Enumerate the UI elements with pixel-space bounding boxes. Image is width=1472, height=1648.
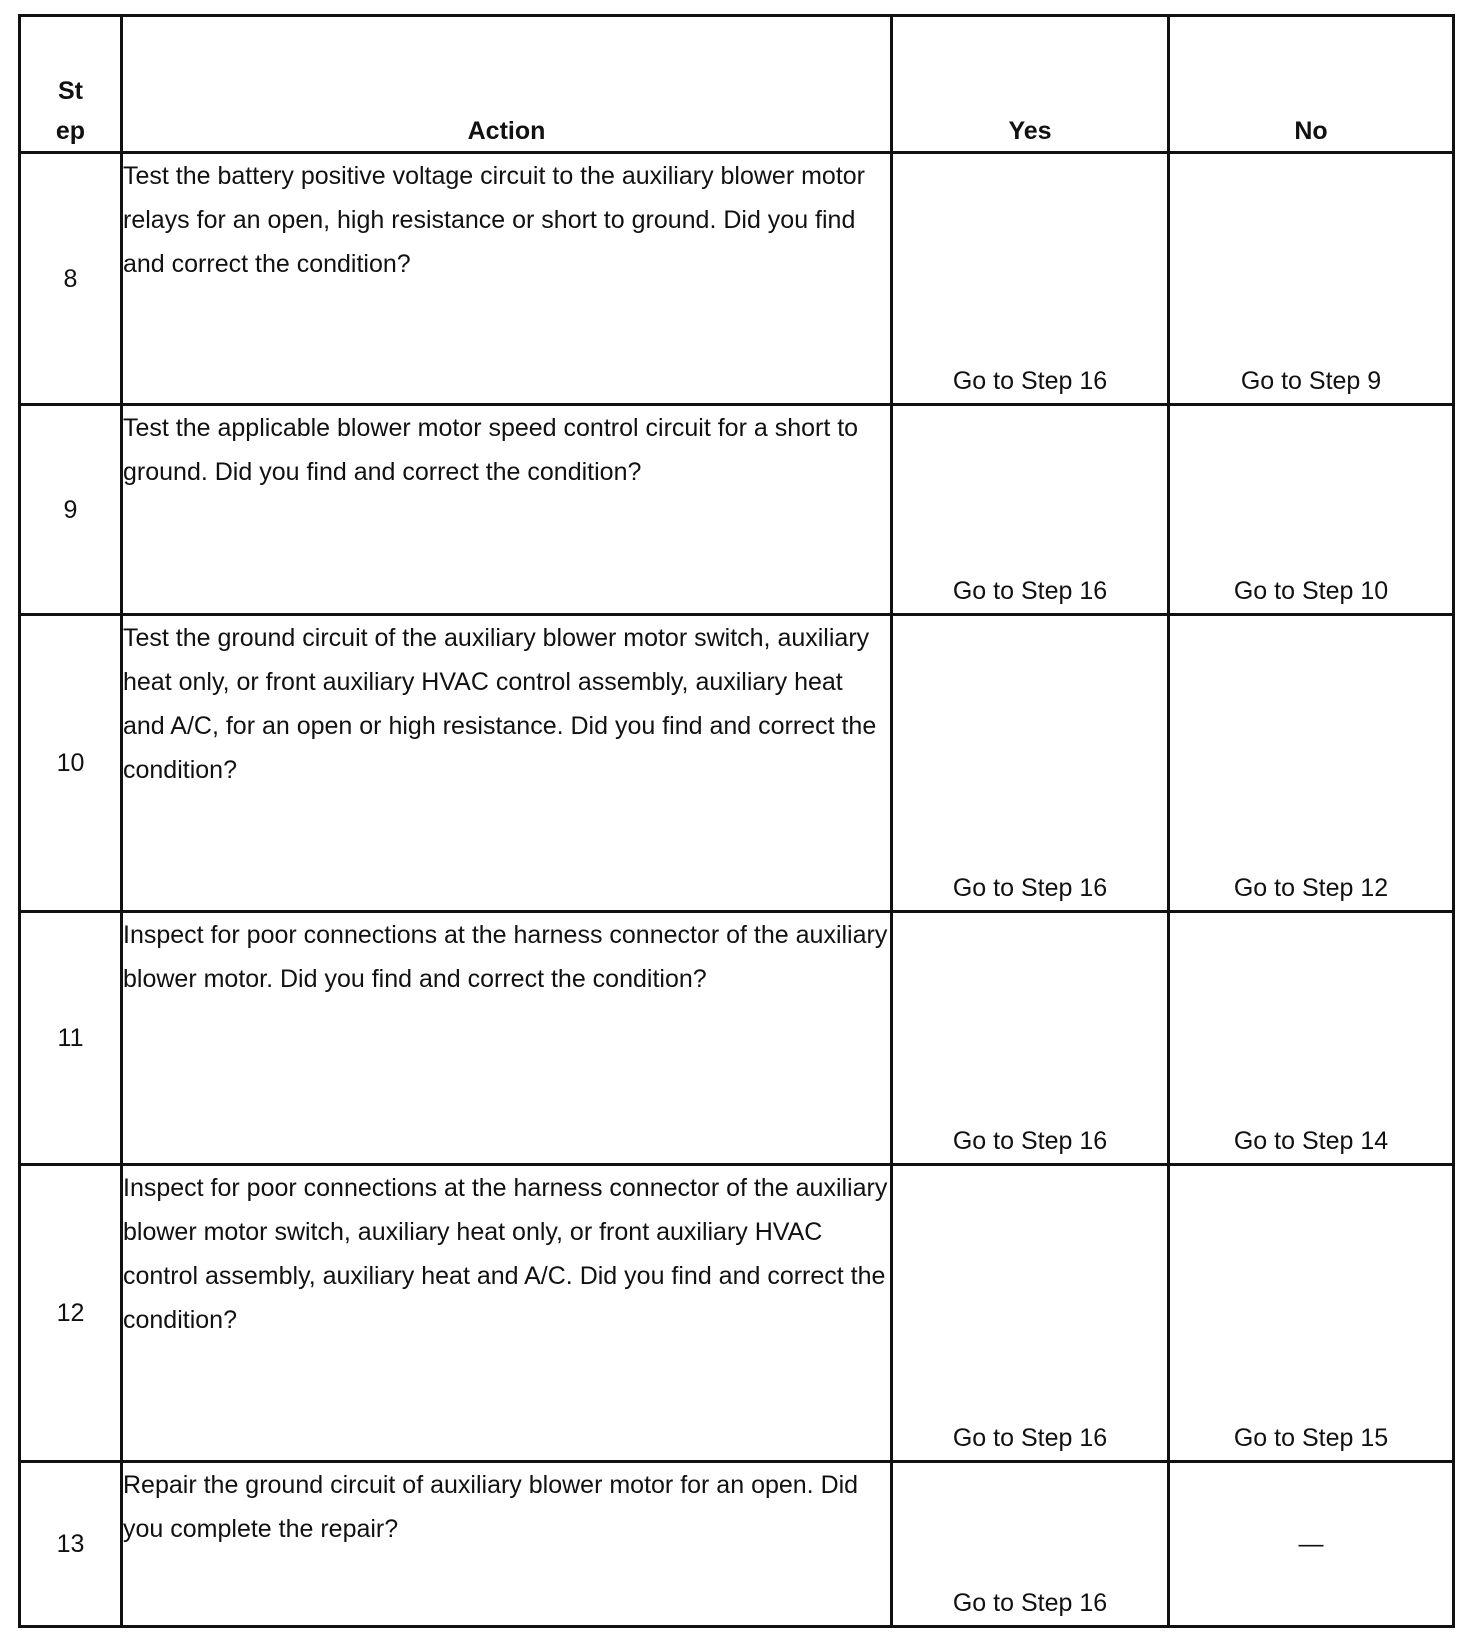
action-text: Test the battery positive voltage circuit to the auxiliary blower motor relays for an open, high resistance or short to ground. Did you find and correct the condition?: [122, 153, 892, 405]
action-text: Test the applicable blower motor speed control circuit for a short to ground. Did you find and correct the condition?: [122, 405, 892, 615]
no-result: Go to Step 12: [1169, 615, 1454, 912]
header-step-line1: St: [58, 77, 83, 105]
yes-result: Go to Step 16: [892, 912, 1169, 1165]
step-number: 9: [20, 405, 122, 615]
table-row: [20, 1462, 1454, 1627]
yes-result: Go to Step 16: [892, 615, 1169, 912]
no-result: Go to Step 10: [1169, 405, 1454, 615]
action-text: Inspect for poor connections at the harness connector of the auxiliary blower motor. Did you find and correct the condition?: [122, 912, 892, 1165]
step-number: 11: [20, 912, 122, 1165]
table-header: [20, 16, 1454, 153]
no-result: Go to Step 9: [1169, 153, 1454, 405]
header-step-line2: ep: [55, 117, 86, 145]
yes-result: Go to Step 16: [892, 153, 1169, 405]
header-row: [20, 16, 1454, 153]
table-row: [20, 615, 1454, 912]
header-action: Action: [122, 16, 892, 153]
yes-result: Go to Step 16: [892, 1462, 1169, 1627]
action-text: Test the ground circuit of the auxiliary blower motor switch, auxiliary heat only, or front auxiliary HVAC control assembly, auxiliary heat and A/C, for an open or high resistance. Did you find and correct the condition?: [122, 615, 892, 912]
no-result: Go to Step 15: [1169, 1165, 1454, 1462]
step-number: 13: [20, 1462, 122, 1627]
step-number: 8: [20, 153, 122, 405]
table-row: [20, 912, 1454, 1165]
table-body: [20, 153, 1454, 1627]
no-result: —: [1169, 1462, 1454, 1627]
header-yes: Yes: [892, 16, 1169, 153]
step-number: 12: [20, 1165, 122, 1462]
yes-result: Go to Step 16: [892, 1165, 1169, 1462]
diagnostic-table: [18, 14, 1455, 1628]
no-result: Go to Step 14: [1169, 912, 1454, 1165]
yes-result: Go to Step 16: [892, 405, 1169, 615]
table-row: [20, 153, 1454, 405]
header-step: [20, 16, 122, 153]
action-text: Inspect for poor connections at the harness connector of the auxiliary blower motor switch, auxiliary heat only, or front auxiliary HVAC control assembly, auxiliary heat and A/C. Did you find and correct the condition?: [122, 1165, 892, 1462]
table-row: [20, 405, 1454, 615]
table-row: [20, 1165, 1454, 1462]
action-text: Repair the ground circuit of auxiliary blower motor for an open. Did you complete the repair?: [122, 1462, 892, 1627]
step-number: 10: [20, 615, 122, 912]
header-no: No: [1169, 16, 1454, 153]
